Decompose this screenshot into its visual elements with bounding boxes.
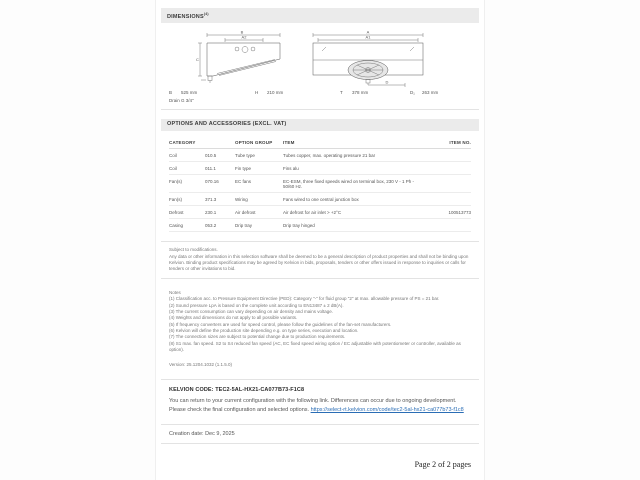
- dim-label-A2: A2: [241, 34, 247, 40]
- dim-label-A: A: [366, 29, 370, 35]
- disclaimer-text: [169, 247, 471, 272]
- measurement-label: D₁: [410, 90, 415, 96]
- section-divider: [161, 278, 479, 279]
- note-item: (2) Sound pressure LpA is based on the complete unit according to EN13487 ± 2 dB(A).: [169, 302, 344, 308]
- kelvion-config-text: [169, 397, 469, 415]
- note-item: (6) Kelvion will define the production site depending e.g. on type series, execution and location.: [169, 327, 359, 333]
- cell-category: Defrost: [169, 209, 184, 215]
- version-text: Version: 25.1204.1032 (1.1.5.0): [169, 362, 233, 368]
- cell-code: 070.16: [205, 178, 219, 184]
- cell-item: Air defrost for air inlet > +2°C: [283, 209, 342, 215]
- dim-label-A1: A1: [365, 34, 371, 40]
- cell-item-no: 100513773: [448, 209, 471, 215]
- drain-label: Drain: [169, 97, 180, 103]
- kelvion-code-block: [169, 387, 471, 415]
- cell-item: Fins alu: [283, 165, 299, 171]
- dimensions-section-header: [161, 8, 479, 23]
- note-item: (1) Classification acc. to Pressure Equipment Directive (PED): Category "-" for fluid group "2" at max. allowable pressure of PS = 21 bar.: [169, 296, 440, 302]
- table-row: [169, 162, 471, 175]
- notes-title: Notes: [169, 290, 181, 296]
- section-divider: [161, 241, 479, 242]
- measurement-D1: [410, 90, 484, 95]
- dimensions-footnote-ref: (4): [203, 11, 209, 16]
- cell-group: Air defrost: [235, 209, 256, 215]
- cell-code: 371.3: [205, 196, 217, 202]
- measurement-B: [169, 90, 255, 95]
- section-divider: [161, 379, 479, 380]
- cell-category: Fan(s): [169, 178, 183, 184]
- col-option-group: OPTION GROUP: [235, 139, 273, 145]
- document-page: [155, 0, 485, 480]
- disclaimer-line1: Subject to modifications.: [169, 247, 218, 253]
- cell-code: 053.2: [205, 222, 217, 228]
- cell-group: Drip tray: [235, 222, 253, 228]
- cell-item: Tubes copper, max. operating pressure 21 bar: [283, 152, 376, 158]
- table-row: [169, 175, 471, 193]
- dim-label-B: B: [240, 29, 244, 35]
- cell-code: 011.1: [205, 165, 216, 171]
- table-row: [169, 219, 471, 232]
- cell-group: EC fans: [235, 178, 252, 184]
- cell-category: Coil: [169, 165, 177, 171]
- col-item: ITEM: [283, 139, 295, 145]
- note-item: (3) The current consumption can vary depending on air density and mains voltage.: [169, 309, 334, 315]
- measurement-value: 525 mm: [181, 90, 198, 96]
- table-row: [169, 149, 471, 162]
- section-divider: [161, 443, 479, 444]
- measurement-T: [340, 90, 410, 95]
- table-row: [169, 206, 471, 219]
- cell-code: 010.5: [205, 152, 217, 158]
- measurement-value: 263 mm: [422, 90, 439, 96]
- kelvion-config-sentence: You can return to your current configuration with the following link. Differences can occur due to ongoing development. Please check the final configuration and selected options.: [169, 398, 457, 414]
- cell-group: Wiring: [235, 196, 248, 202]
- measurement-value: 210 mm: [267, 90, 284, 96]
- options-section-header: [161, 119, 479, 132]
- measurement-label: H: [255, 90, 259, 96]
- cell-item: Fans wired to one central junction box: [283, 196, 359, 202]
- disclaimer-body: Any data or other information in this selection software shall be deemed to be a general description of product properties and shall not be binding upon Kelvion. Binding product specifications may be agreed by Kelvion in bids, proposals, tenders or other offers issued in response to inquiries or calls for tenders or other invitations to bid.: [169, 253, 469, 271]
- note-item: (8) S1 max. fan speed. S2 to S4 reduced fan speed (AC, EC fixed speed wiring option / EC adjustable with potentiometer or controller, available as option).: [169, 340, 461, 352]
- dimensions-title: DIMENSIONS: [167, 13, 204, 20]
- cell-item: EC-ESM, three fixed speeds wired on terminal box, 230 V - 1 Ph - 50/60 Hz.: [283, 178, 415, 189]
- cell-item: Drip tray hinged: [283, 222, 315, 228]
- cell-code: 230.1: [205, 209, 217, 215]
- measurement-H: [255, 90, 340, 95]
- dim-label-C: C: [196, 57, 199, 63]
- configuration-link[interactable]: https://select-rt.kelvion.com/code/tec2-5al-hx21-ca077b73-f1c8: [310, 407, 464, 414]
- col-item-no: ITEM NO.: [449, 139, 471, 145]
- measurement-label: B: [169, 90, 173, 96]
- note-item: (7) The connection sizes are subject to potential change due to production requirements.: [169, 334, 346, 340]
- cell-category: Coil: [169, 152, 177, 158]
- dim-label-D: D: [385, 79, 389, 85]
- notes-block: [169, 290, 471, 353]
- table-header-row: [169, 136, 471, 149]
- note-item: (5) If frequency converters are used for speed control, please follow the guidelines of the fan-set manufacturers.: [169, 321, 392, 327]
- col-category: CATEGORY: [169, 139, 196, 145]
- measurement-value: 378 mm: [352, 90, 369, 96]
- options-title: OPTIONS AND ACCESSORIES (EXCL. VAT): [167, 121, 287, 128]
- measurements-row: [169, 90, 484, 95]
- options-table: [169, 136, 471, 232]
- cell-group: Tube type: [235, 152, 255, 158]
- drain-value: G 3/4": [181, 97, 194, 103]
- cell-category: Casing: [169, 222, 184, 228]
- table-row: [169, 193, 471, 206]
- section-divider: [161, 424, 479, 425]
- cell-group: Fin type: [235, 165, 252, 171]
- note-item: (4) Weights and dimensions do not apply to all possible variants.: [169, 315, 298, 321]
- cell-category: Fan(s): [169, 196, 183, 202]
- measurement-label: T: [340, 90, 343, 96]
- technical-drawing: [195, 29, 445, 87]
- creation-date: Creation date: Dec 9, 2025: [169, 431, 235, 438]
- kelvion-code: KELVION CODE: TEC2-5AL-HX21-CA077B73-F1C8: [169, 387, 305, 394]
- page-number: Page 2 of 2 pages: [414, 460, 471, 470]
